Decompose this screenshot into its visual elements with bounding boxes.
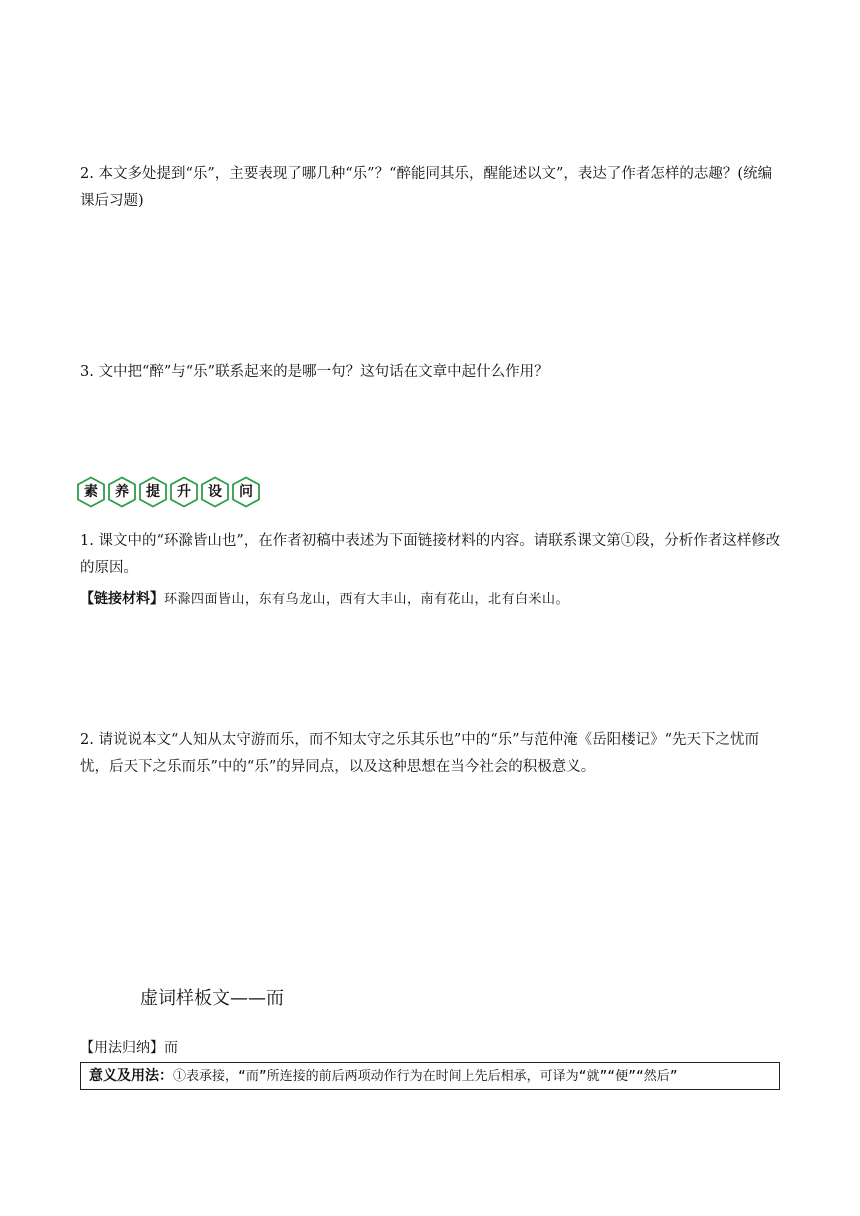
usage-box-label: 意义及用法： [89, 1068, 173, 1084]
usage-box [80, 1062, 780, 1090]
question-2: 2. 本文多处提到“乐”，主要表现了哪几种“乐”？“醉能同其乐，醒能述以文”，表达了作者怎样的志趣？(统编课后习题) [80, 166, 773, 209]
literacy-question-2: 2. 请说说本文“人知从太守游而乐，而不知太守之乐其乐也”中的“乐”与范仲淹《岳阳楼记》“先天下之忧而忧，后天下之乐而乐”中的“乐”的异同点，以及这种思想在当今社会的积极意义。 [80, 732, 760, 775]
link-material [80, 587, 569, 612]
usage-summary-label: 【用法归纳】而 [80, 1040, 178, 1056]
link-material-text: 环滁四面皆山，东有乌龙山，西有大丰山，南有花山，北有白米山。 [164, 592, 570, 607]
badge-char: 升 [177, 484, 191, 500]
badge-hexagon [107, 476, 137, 508]
badge-hexagon [169, 476, 199, 508]
section-badge [76, 476, 262, 508]
link-material-label: 【链接材料】 [80, 591, 164, 607]
question-3: 3. 文中把“醉”与“乐”联系起来的是哪一句？这句话在文章中起什么作用？ [80, 364, 549, 380]
badge-hexagon [138, 476, 168, 508]
usage-box-text: ①表承接，“而”所连接的前后两项动作行为在时间上先后相承，可译为“就”“便”“然后” [173, 1069, 678, 1084]
badge-char: 素 [84, 484, 98, 500]
badge-hexagon [200, 476, 230, 508]
badge-hexagon [76, 476, 106, 508]
badge-char: 提 [146, 484, 160, 500]
badge-char: 设 [208, 484, 222, 500]
function-word-title: 虚词样板文——而 [140, 988, 284, 1009]
badge-char: 问 [239, 484, 253, 500]
badge-hexagon [231, 476, 261, 508]
literacy-question-1: 1. 课文中的“环滁皆山也”，在作者初稿中表述为下面链接材料的内容。请联系课文第①段，分析作者这样修改的原因。 [80, 533, 781, 576]
badge-char: 养 [115, 484, 129, 500]
